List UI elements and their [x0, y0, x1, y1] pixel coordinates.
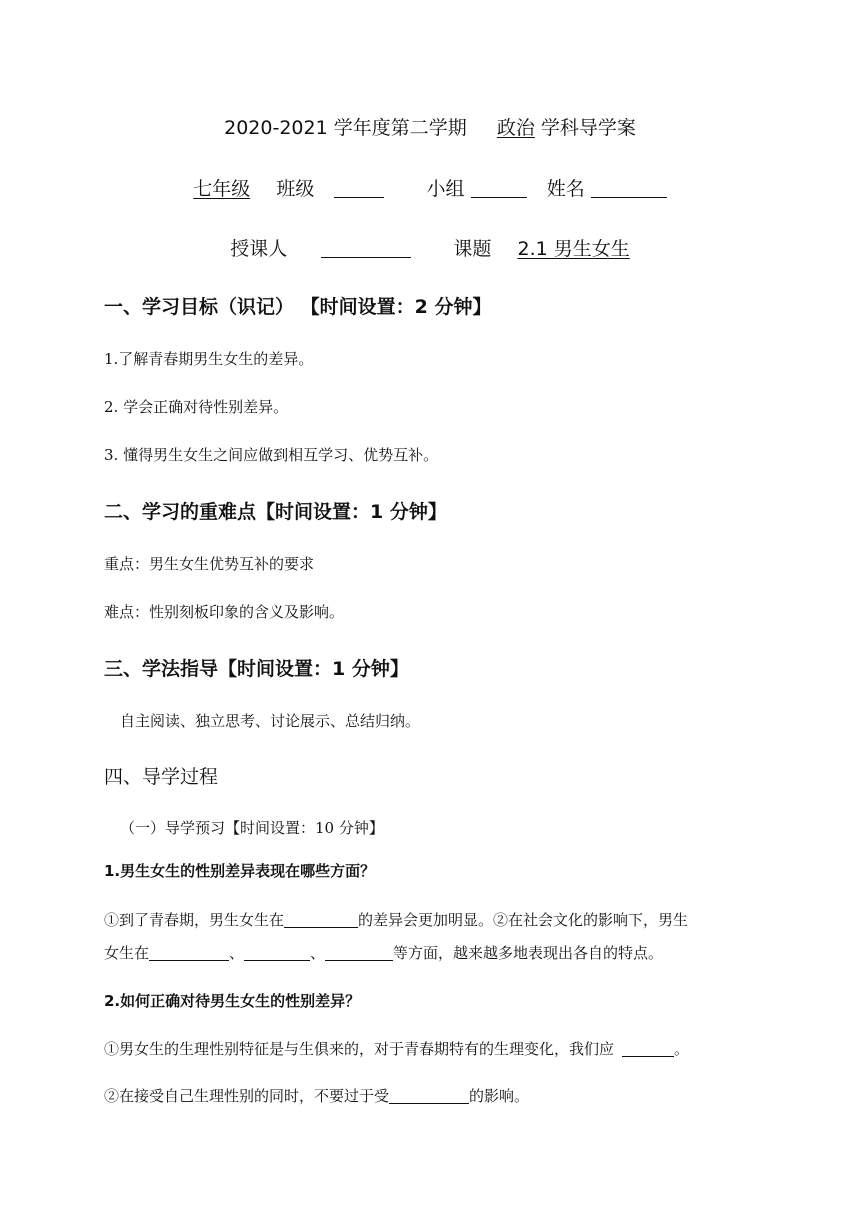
- class-label: 班级: [276, 178, 315, 200]
- q2-text-a: ①男女生的生理性别特征是与生俱来的，对于青春期特有的生理变化，我们应: [104, 1040, 615, 1058]
- doc-type: 学科导学案: [540, 117, 636, 139]
- class-blank[interactable]: [334, 181, 384, 198]
- goal-item-2: 2. 学会正确对待性别差异。: [104, 398, 289, 416]
- goal-item-3: 3. 懂得男生女生之间应做到相互学习、优势互补。: [104, 446, 439, 464]
- q1-text-b: 的差异会更加明显。②在社会文化的影响下，男生: [358, 911, 689, 929]
- q1-blank-3[interactable]: [244, 944, 310, 961]
- section-method: 三、学法指导【时间设置：1 分钟】: [104, 658, 409, 680]
- doc-title: [0, 113, 860, 140]
- q2-blank-2[interactable]: [389, 1087, 469, 1104]
- grade: 七年级: [193, 178, 251, 200]
- q2-text-c: 的影响。: [469, 1087, 530, 1105]
- question-1-line-2: [104, 942, 663, 963]
- key-point: 重点：男生女生优势互补的要求: [104, 555, 315, 573]
- section-process: 四、导学过程: [104, 766, 219, 788]
- method-text: 自主阅读、独立思考、讨论展示、总结归纳。: [120, 712, 421, 730]
- goal-item-1: 1.了解青春期男生女生的差异。: [104, 350, 314, 368]
- q1-blank-1[interactable]: [284, 911, 358, 928]
- q1-text-d: 等方面，越来越多地表现出各自的特点。: [393, 944, 664, 962]
- student-info-line: [0, 174, 860, 201]
- q2-blank-1[interactable]: [622, 1040, 674, 1057]
- year-term: 2020-2021 学年度第二学期: [224, 117, 467, 139]
- question-1-line-1: [104, 909, 688, 930]
- subject: 政治: [496, 117, 535, 139]
- q1-text-a: ①到了青春期，男生女生在: [104, 911, 285, 929]
- q1-blank-4[interactable]: [325, 944, 393, 961]
- name-blank[interactable]: [591, 181, 667, 198]
- group-label: 小组: [426, 178, 465, 200]
- q2-end: 。: [674, 1040, 690, 1058]
- section-learning-goals: 一、学习目标（识记） 【时间设置：2 分钟】: [104, 296, 492, 318]
- section-key-points: 二、学习的重难点【时间设置：1 分钟】: [104, 501, 447, 523]
- topic-label: 课题: [453, 238, 492, 260]
- teacher-label: 授课人: [230, 238, 288, 260]
- q1-text-c: 女生在: [104, 944, 150, 962]
- q1-sep-2: 、: [310, 944, 326, 962]
- teacher-blank[interactable]: [321, 241, 411, 258]
- question-2-title: 2.如何正确对待男生女生的性别差异？: [104, 992, 361, 1010]
- lesson-info-line: [0, 234, 860, 261]
- difficult-point: 难点：性别刻板印象的含义及影响。: [104, 603, 345, 621]
- name-label: 姓名: [546, 178, 585, 200]
- q1-sep-1: 、: [229, 944, 245, 962]
- q1-blank-2[interactable]: [149, 944, 229, 961]
- question-2-line-2: [104, 1085, 529, 1106]
- group-blank[interactable]: [471, 181, 527, 198]
- question-2-line-1: [104, 1038, 689, 1059]
- question-1-title: 1.男生女生的性别差异表现在哪些方面？: [104, 862, 376, 880]
- preview-subtitle: （一）导学预习【时间设置：10 分钟】: [120, 819, 384, 837]
- q2-text-b: ②在接受自己生理性别的同时，不要过于受: [104, 1087, 390, 1105]
- topic: 2.1 男生女生: [517, 238, 630, 260]
